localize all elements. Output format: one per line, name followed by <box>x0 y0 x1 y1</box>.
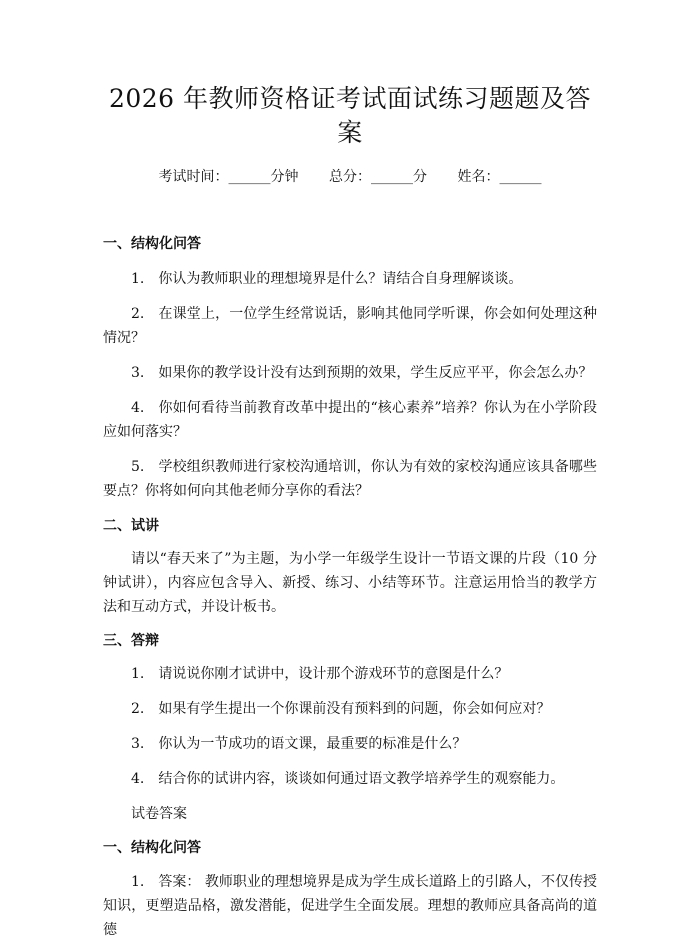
question-number: 1. <box>131 271 145 287</box>
question-text: 你如何看待当前教育改革中提出的“核心素养”培养？你认为在小学阶段应如何落实？ <box>103 400 597 440</box>
total-score-field: 总分：______分 <box>329 169 427 185</box>
exam-time-field: 考试时间：______分钟 <box>158 169 299 185</box>
answer-1-1 <box>103 870 597 942</box>
section-heading-trial-lecture: 二、试讲 <box>103 518 159 534</box>
question-text: 如果有学生提出一个你课前没有预料到的问题，你会如何应对？ <box>158 701 551 717</box>
question-number: 3. <box>131 365 145 381</box>
question-number: 1. <box>131 666 145 682</box>
question-text: 如果你的教学设计没有达到预期的效果，学生反应平平，你会怎么办？ <box>158 365 593 381</box>
student-name-field: 姓名：______ <box>457 169 542 185</box>
question-number: 3. <box>131 736 145 752</box>
question-1-3 <box>103 361 597 385</box>
answer-section-heading-structured-qa: 一、结构化问答 <box>103 840 201 856</box>
question-text: 结合你的试讲内容，谈谈如何通过语文教学培养学生的观察能力。 <box>158 771 565 787</box>
question-number: 5. <box>131 459 145 475</box>
answer-number: 1. <box>131 874 145 890</box>
question-text: 请说说你刚才试讲中，设计那个游戏环节的意图是什么？ <box>158 666 509 682</box>
question-1-5 <box>103 455 597 503</box>
question-3-2 <box>103 697 597 721</box>
question-text: 学校组织教师进行家校沟通培训，你认为有效的家校沟通应该具备哪些要点？你将如何向其他老师分享你的看法？ <box>103 459 597 499</box>
section-heading-defense: 三、答辩 <box>103 633 159 649</box>
question-3-3 <box>103 732 597 756</box>
question-3-1 <box>103 662 597 686</box>
trial-lecture-prompt: 请以“春天来了”为主题，为小学一年级学生设计一节语文课的片段（10 分钟试讲），内容应包含导入、新授、练习、小结等环节。注意运用恰当的教学方法和互动方式，并设计板书。 <box>103 551 597 615</box>
question-number: 2. <box>131 306 145 322</box>
question-text: 你认为教师职业的理想境界是什么？请结合自身理解谈谈。 <box>158 271 523 287</box>
question-1-2 <box>103 302 597 350</box>
question-number: 4. <box>131 400 145 416</box>
question-text: 你认为一节成功的语文课，最重要的标准是什么？ <box>158 736 467 752</box>
answer-text: 答案： 教师职业的理想境界是成为学生成长道路上的引路人，不仅传授知识，更塑造品格，激发潜能，促进学生全面发展。理想的教师应具备高尚的道德 <box>103 874 597 938</box>
question-text: 在课堂上，一位学生经常说话，影响其他同学听课，你会如何处理这种情况？ <box>103 306 597 346</box>
exam-info-line <box>103 167 597 187</box>
question-1-4 <box>103 396 597 444</box>
question-3-4 <box>103 767 597 791</box>
document-title: 2026 年教师资格证考试面试练习题题及答案 <box>108 84 592 147</box>
question-number: 4. <box>131 771 145 787</box>
section-heading-structured-qa: 一、结构化问答 <box>103 236 201 252</box>
answers-heading: 试卷答案 <box>131 806 187 822</box>
question-number: 2. <box>131 701 145 717</box>
question-1-1 <box>103 267 597 291</box>
